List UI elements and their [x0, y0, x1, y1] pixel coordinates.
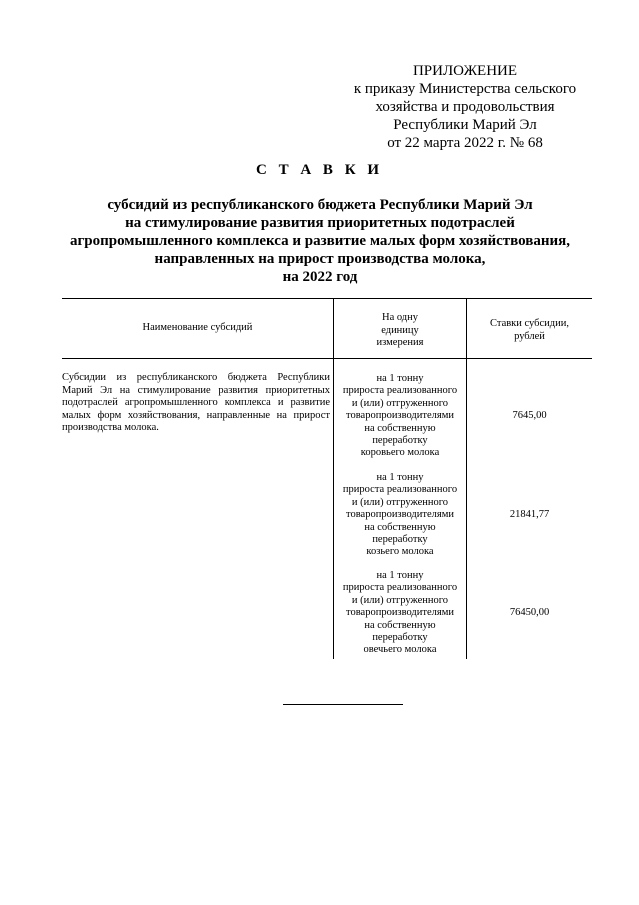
header-text: измерения: [376, 337, 424, 348]
header-text: Наименование субсидий: [142, 322, 253, 333]
unit-line: козьего молока: [366, 546, 434, 558]
unit-cell-cow-milk: [334, 373, 466, 460]
unit-line: переработку: [372, 435, 428, 447]
unit-line: прироста реализованного: [342, 385, 458, 397]
rate-cow-milk: 7645,00: [512, 410, 547, 421]
unit-line: на собственную: [364, 521, 436, 533]
subtitle-line: субсидий из республиканского бюджета Республики Марий Эл: [107, 197, 533, 213]
rate-goat-milk: 21841,77: [509, 509, 550, 520]
unit-line: и (или) отгруженного: [351, 496, 449, 508]
header-text: На одну: [381, 312, 419, 323]
header-text: Ставки субсидии,: [489, 318, 569, 329]
appendix-block: [340, 62, 590, 152]
subsidy-description: Субсидии из республиканского бюджета Республики Марий Эл на стимулирование развития приоритетных подотраслей агропромышленного комплекса и развитие малых форм хозяйствования, направленные на прирост производства молока.: [62, 372, 330, 434]
subtitle-line: направленных на прирост производства молока,: [154, 251, 486, 267]
subtitle-line: на 2022 год: [282, 269, 358, 285]
unit-line: на 1 тонну: [376, 570, 424, 581]
header-unit: [334, 312, 466, 350]
appendix-line: хозяйства и продовольствия: [375, 99, 555, 115]
unit-line: коровьего молока: [360, 447, 440, 459]
subtitle-line: на стимулирование развития приоритетных подотраслей: [125, 215, 515, 231]
unit-line: на собственную: [364, 619, 436, 631]
subtitle-line: агропромышленного комплекса и развитие малых форм хозяйствования,: [69, 233, 571, 249]
header-text: рублей: [514, 330, 545, 342]
appendix-line: к приказу Министерства сельского: [353, 81, 577, 97]
header-subsidy-name: [62, 322, 333, 335]
end-separator-line: [283, 704, 403, 705]
unit-line: прироста реализованного: [342, 484, 458, 496]
table-column-divider: [466, 298, 467, 659]
unit-line: товаропроизводителями: [346, 607, 454, 619]
unit-line: переработку: [372, 534, 428, 546]
unit-line: на 1 тонну: [376, 373, 424, 384]
unit-line: переработку: [372, 632, 428, 644]
unit-cell-sheep-milk: [334, 570, 466, 657]
unit-line: овечьего молока: [363, 644, 437, 656]
appendix-line: ПРИЛОЖЕНИЕ: [412, 63, 518, 79]
table-header-border: [62, 358, 592, 359]
appendix-line: от 22 марта 2022 г. № 68: [387, 135, 543, 151]
document-title: С Т А В К И: [256, 162, 383, 178]
header-text: единицу: [381, 324, 419, 336]
unit-line: прироста реализованного: [342, 582, 458, 594]
unit-line: на 1 тонну: [376, 472, 424, 483]
unit-line: на собственную: [364, 422, 436, 434]
appendix-line: Республики Марий Эл: [393, 117, 537, 133]
rate-sheep-milk: 76450,00: [509, 607, 550, 618]
unit-line: товаропроизводителями: [346, 410, 454, 422]
unit-line: и (или) отгруженного: [351, 594, 449, 606]
document-subtitle: [40, 196, 600, 286]
unit-cell-goat-milk: [334, 472, 466, 559]
table-top-border: [62, 298, 592, 299]
unit-line: и (или) отгруженного: [351, 397, 449, 409]
unit-line: товаропроизводителями: [346, 509, 454, 521]
header-rate: [467, 318, 592, 343]
